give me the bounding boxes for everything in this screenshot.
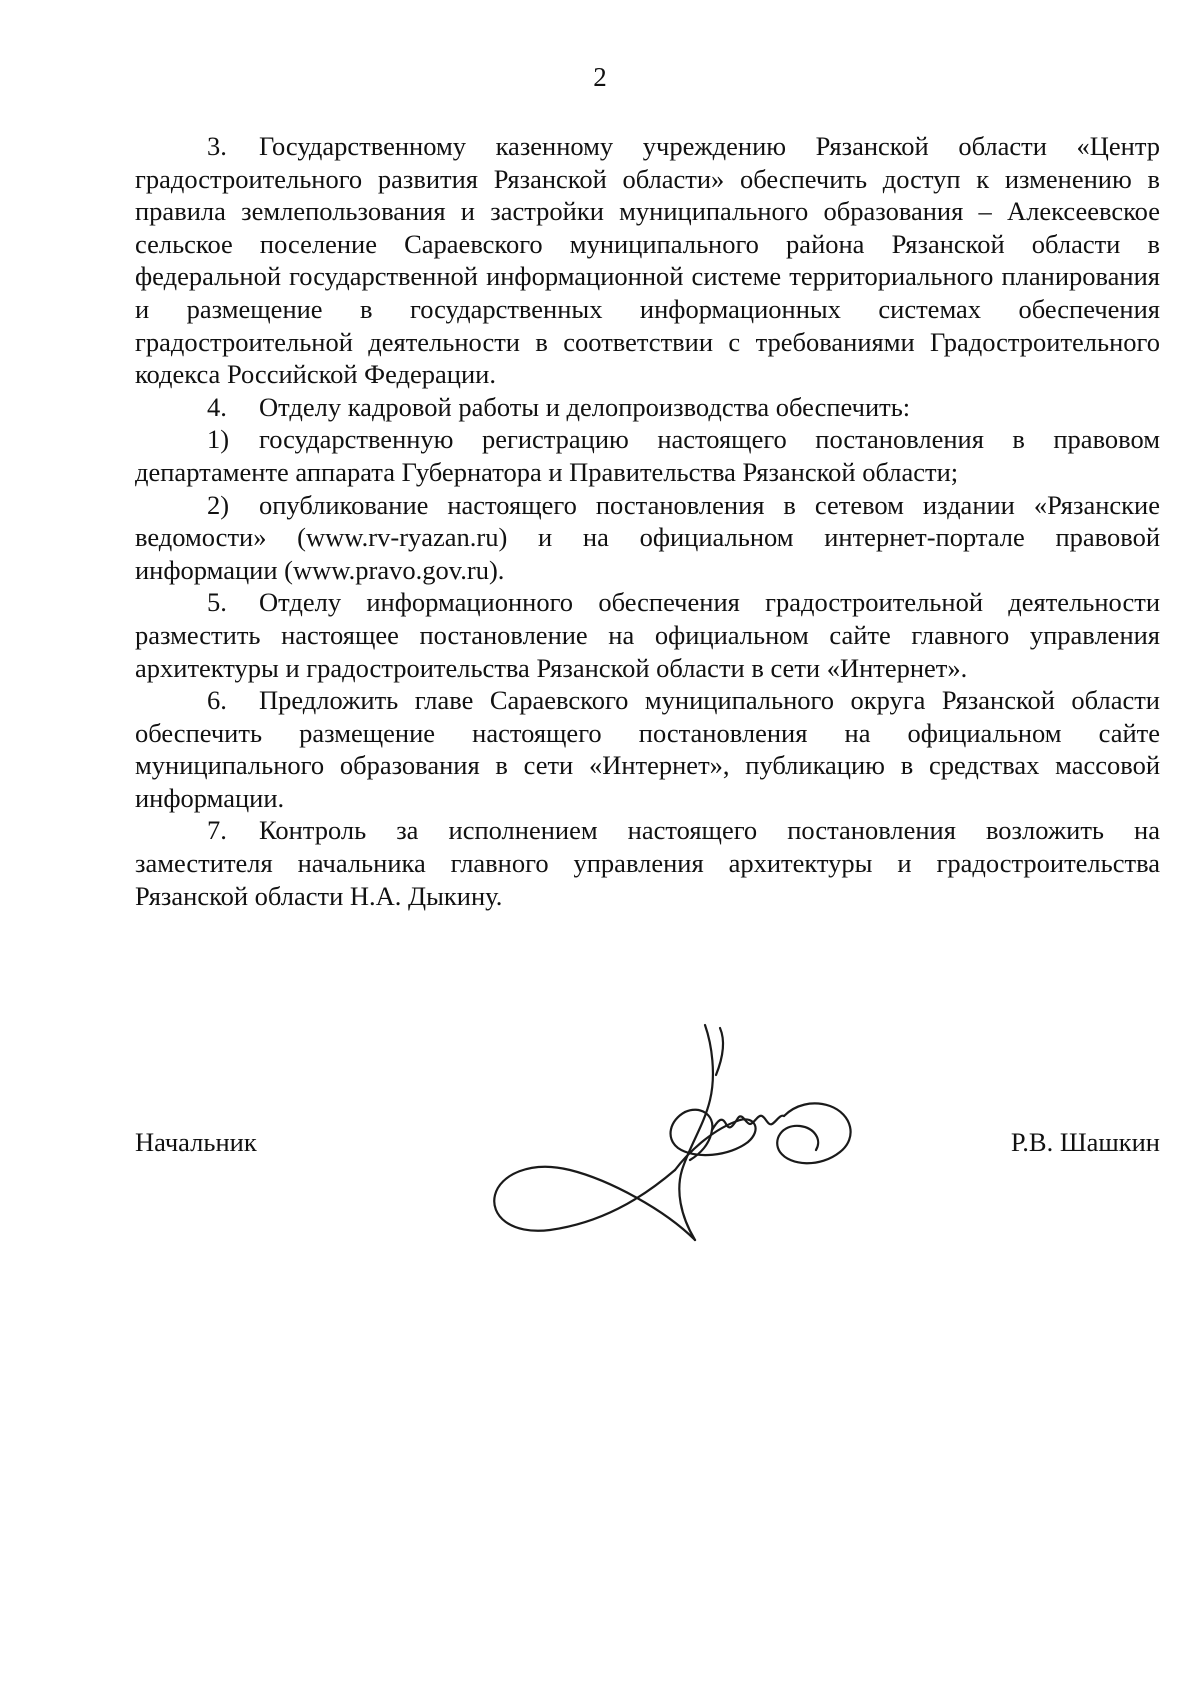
paragraph-5 [135, 586, 1160, 684]
paragraph-number: 2) [207, 489, 230, 520]
paragraph-text: государственную регистрацию настоящего постановления в правовом департаменте аппарата Губернатора и Правительства Рязанской области; [135, 424, 1160, 487]
paragraph-text: Контроль за исполнением настоящего постановления возложить на заместителя начальника главного управления архитектуры и градостроительства Рязанской области Н.А. Дыкину. [135, 815, 1160, 911]
paragraph-4 [135, 391, 1160, 424]
paragraph-4-2 [135, 489, 1160, 587]
paragraph-4-1 [135, 423, 1160, 488]
paragraph-number: 6. [207, 685, 227, 716]
paragraph-number: 1) [207, 424, 230, 455]
page-number: 2 [593, 62, 607, 92]
paragraph-number: 4. [207, 391, 227, 422]
paragraph-7 [135, 814, 1160, 912]
paragraph-text: Государственному казенному учреждению Рязанской области «Центр градостроительного развития Рязанской области» обеспечить доступ к изменению в правила землепользования и застройки муниципального образования – Алексеевское сельское поселение Сараевского муниципального района Рязанской области в федеральной государственной информационной системе территориального планирования и размещение в государственных информационных системах обеспечения градостроительной деятельности в соответствии с требованиями Градостроительного кодекса Российской Федерации. [135, 131, 1160, 390]
paragraph-text: опубликование настоящего постановления в сетевом издании «Рязанские ведомости» (www.rv-ryazan.ru) и на официальном интернет-портале правовой информации (www.pravo.gov.ru). [135, 489, 1160, 585]
paragraph-6 [135, 684, 1160, 814]
signer-name: Р.В. Шашкин [1010, 1127, 1160, 1157]
signer-position: Начальник [135, 1127, 257, 1157]
paragraph-text: Отделу информационного обеспечения градостроительной деятельности разместить настоящее постановление на официальном сайте главного управления архитектуры и градостроительства Рязанской области в сети «Интернет». [135, 587, 1160, 683]
handwritten-signature [490, 1020, 860, 1250]
paragraph-number: 3. [207, 131, 227, 161]
paragraph-number: 7. [207, 815, 227, 846]
paragraph-3 [135, 130, 1160, 391]
document-body [135, 130, 1160, 912]
paragraph-text: Отделу кадровой работы и делопроизводства обеспечить: [259, 391, 911, 422]
signature-block [135, 1050, 1160, 1250]
paragraph-number: 5. [207, 587, 227, 618]
paragraph-text: Предложить главе Сараевского муниципального округа Рязанской области обеспечить размещение настоящего постановления на официальном сайте муниципального образования в сети «Интернет», публикацию в средствах массовой информации. [135, 685, 1160, 813]
